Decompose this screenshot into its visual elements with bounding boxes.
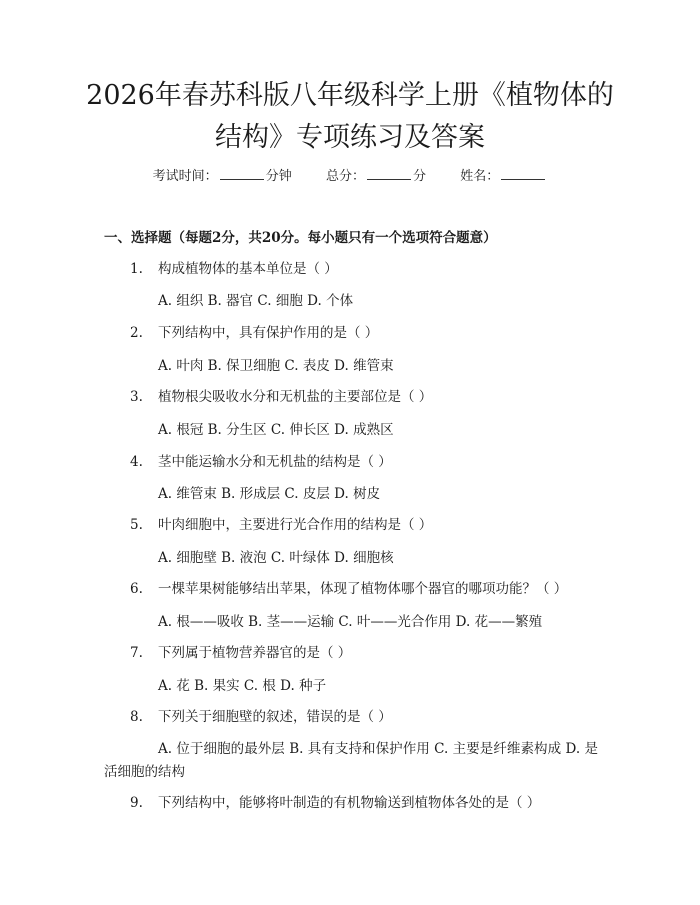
question-number: 1. bbox=[130, 261, 143, 277]
question-5 bbox=[130, 514, 432, 536]
score-field bbox=[326, 166, 426, 188]
question-text: 下列关于细胞壁的叙述，错误的是（ ） bbox=[158, 709, 392, 725]
question-text: 下列结构中，具有保护作用的是（ ） bbox=[158, 325, 379, 341]
question-7-options: A. 花 B. 果实 C. 根 D. 种子 bbox=[158, 678, 327, 694]
exam-meta-line bbox=[0, 166, 700, 188]
question-number: 8. bbox=[130, 709, 143, 725]
time-unit: 分钟 bbox=[265, 169, 292, 184]
question-text: 构成植物体的基本单位是（ ） bbox=[158, 261, 338, 277]
score-label: 总分： bbox=[325, 169, 365, 184]
page-title-line-1: 2026年春苏科版八年级科学上册《植物体的 bbox=[86, 80, 614, 111]
time-blank bbox=[220, 167, 264, 180]
name-blank bbox=[501, 167, 545, 180]
question-1 bbox=[130, 258, 338, 280]
question-4 bbox=[130, 451, 392, 473]
question-number: 2. bbox=[130, 325, 143, 341]
question-number: 5. bbox=[130, 517, 143, 533]
question-2 bbox=[130, 322, 378, 344]
question-3 bbox=[130, 386, 432, 408]
question-number: 7. bbox=[130, 645, 143, 661]
question-5-options: A. 细胞壁 B. 液泡 C. 叶绿体 D. 细胞核 bbox=[158, 550, 394, 566]
question-text: 一棵苹果树能够结出苹果，体现了植物体哪个器官的哪项功能？（ ） bbox=[158, 581, 568, 597]
page-title-line-2: 结构》专项练习及答案 bbox=[215, 122, 485, 153]
question-6-options: A. 根——吸收 B. 茎——运输 C. 叶——光合作用 D. 花——繁殖 bbox=[158, 614, 543, 630]
question-3-options: A. 根冠 B. 分生区 C. 伸长区 D. 成熟区 bbox=[158, 422, 394, 438]
question-9 bbox=[130, 792, 540, 814]
question-text: 叶肉细胞中，主要进行光合作用的结构是（ ） bbox=[158, 517, 433, 533]
question-2-options: A. 叶肉 B. 保卫细胞 C. 表皮 D. 维管束 bbox=[158, 358, 394, 374]
score-blank bbox=[367, 167, 411, 180]
question-7 bbox=[130, 642, 351, 664]
question-number: 3. bbox=[130, 389, 143, 405]
question-number: 9. bbox=[130, 795, 143, 811]
time-label: 考试时间： bbox=[152, 169, 218, 184]
question-text: 茎中能运输水分和无机盐的结构是（ ） bbox=[158, 454, 392, 470]
question-text: 下列结构中，能够将叶制造的有机物输送到植物体各处的是（ ） bbox=[158, 795, 541, 811]
question-number: 6. bbox=[130, 581, 143, 597]
section-heading: 一、选择题（每题2分，共20分。每小题只有一个选项符合题意） bbox=[104, 230, 497, 246]
name-label: 姓名： bbox=[460, 169, 500, 184]
question-6 bbox=[130, 578, 567, 600]
score-unit: 分 bbox=[413, 169, 427, 184]
name-field bbox=[460, 166, 547, 188]
question-8-options: A. 位于细胞的最外层 B. 具有支持和保护作用 C. 主要是纤维素构成 D. 是活细胞的结构 bbox=[104, 741, 598, 780]
question-text: 下列属于植物营养器官的是（ ） bbox=[158, 645, 352, 661]
time-field bbox=[153, 166, 292, 188]
question-1-options: A. 组织 B. 器官 C. 细胞 D. 个体 bbox=[158, 293, 354, 309]
question-text: 植物根尖吸收水分和无机盐的主要部位是（ ） bbox=[158, 389, 433, 405]
question-8 bbox=[130, 706, 392, 728]
question-number: 4. bbox=[130, 454, 143, 470]
question-4-options: A. 维管束 B. 形成层 C. 皮层 D. 树皮 bbox=[158, 486, 381, 502]
